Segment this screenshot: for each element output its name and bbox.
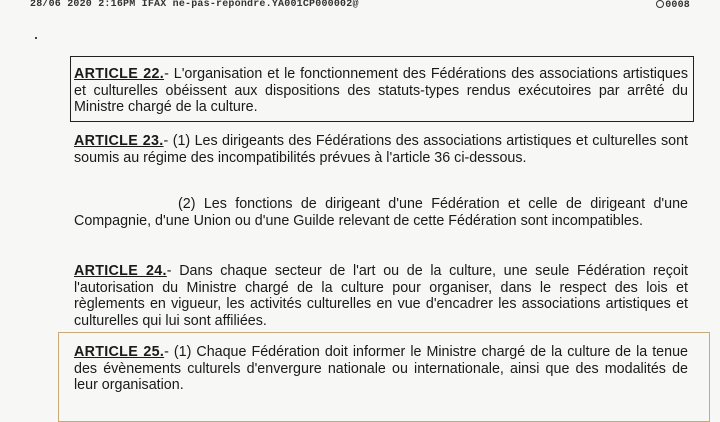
scan-mark xyxy=(35,37,37,39)
article-23 xyxy=(74,133,688,166)
article-23-text: - (1) Les dirigeants des Fédérations des associations artistiques et culturelles sont soumis au régime des incompatibilités prévues à l'article 36 ci-dessous. xyxy=(74,133,688,166)
article-23-text-2: (2) Les fonctions de dirigeant d'une Fédération et celle de dirigeant d'une Compagnie, d'une Union ou d'une Guilde relevant de cette Fédération sont incompatibles. xyxy=(74,196,688,229)
fax-header-right xyxy=(656,0,690,11)
article-25-paragraph xyxy=(74,344,688,394)
article-22 xyxy=(74,66,688,116)
article-25 xyxy=(74,344,688,394)
article-23-paragraph-2 xyxy=(74,196,688,229)
article-23-label: ARTICLE 23. xyxy=(74,133,164,149)
page-counter-icon xyxy=(656,0,664,8)
article-22-paragraph xyxy=(74,66,688,116)
article-23-paragraph xyxy=(74,133,688,166)
fax-header-left: 28/06 2020 2:16PM IFAX ne-pas-repondre.YA001CP000002@ xyxy=(30,0,359,10)
fax-page-number: 0008 xyxy=(665,0,690,11)
article-22-text: - L'organisation et le fonctionnement des Fédérations des associations artistiques et culturelles obéissent aux dispositions des statuts-types rendus exécutoires par arrêté du Ministre chargé de la culture. xyxy=(74,66,688,115)
fax-header xyxy=(30,0,690,12)
article-25-text: - (1) Chaque Fédération doit informer le Ministre chargé de la culture de la tenue des évènements culturels d'envergure nationale ou internationale, ainsi que des modalités de leur organisation. xyxy=(74,344,688,393)
article-24-paragraph xyxy=(74,263,688,329)
article-24-text: - Dans chaque secteur de l'art ou de la culture, une seule Fédération reçoit l'autorisation du Ministre chargé de la culture pour organiser, dans le respect des lois et règlements en vigueur, les activités culturelles en vue d'encadrer les associations artistiques et culturelles qui lui sont affiliées. xyxy=(74,263,688,329)
article-25-label: ARTICLE 25. xyxy=(74,344,165,360)
article-22-label: ARTICLE 22. xyxy=(74,66,165,82)
article-24-label: ARTICLE 24. xyxy=(74,263,167,279)
article-24 xyxy=(74,263,688,329)
